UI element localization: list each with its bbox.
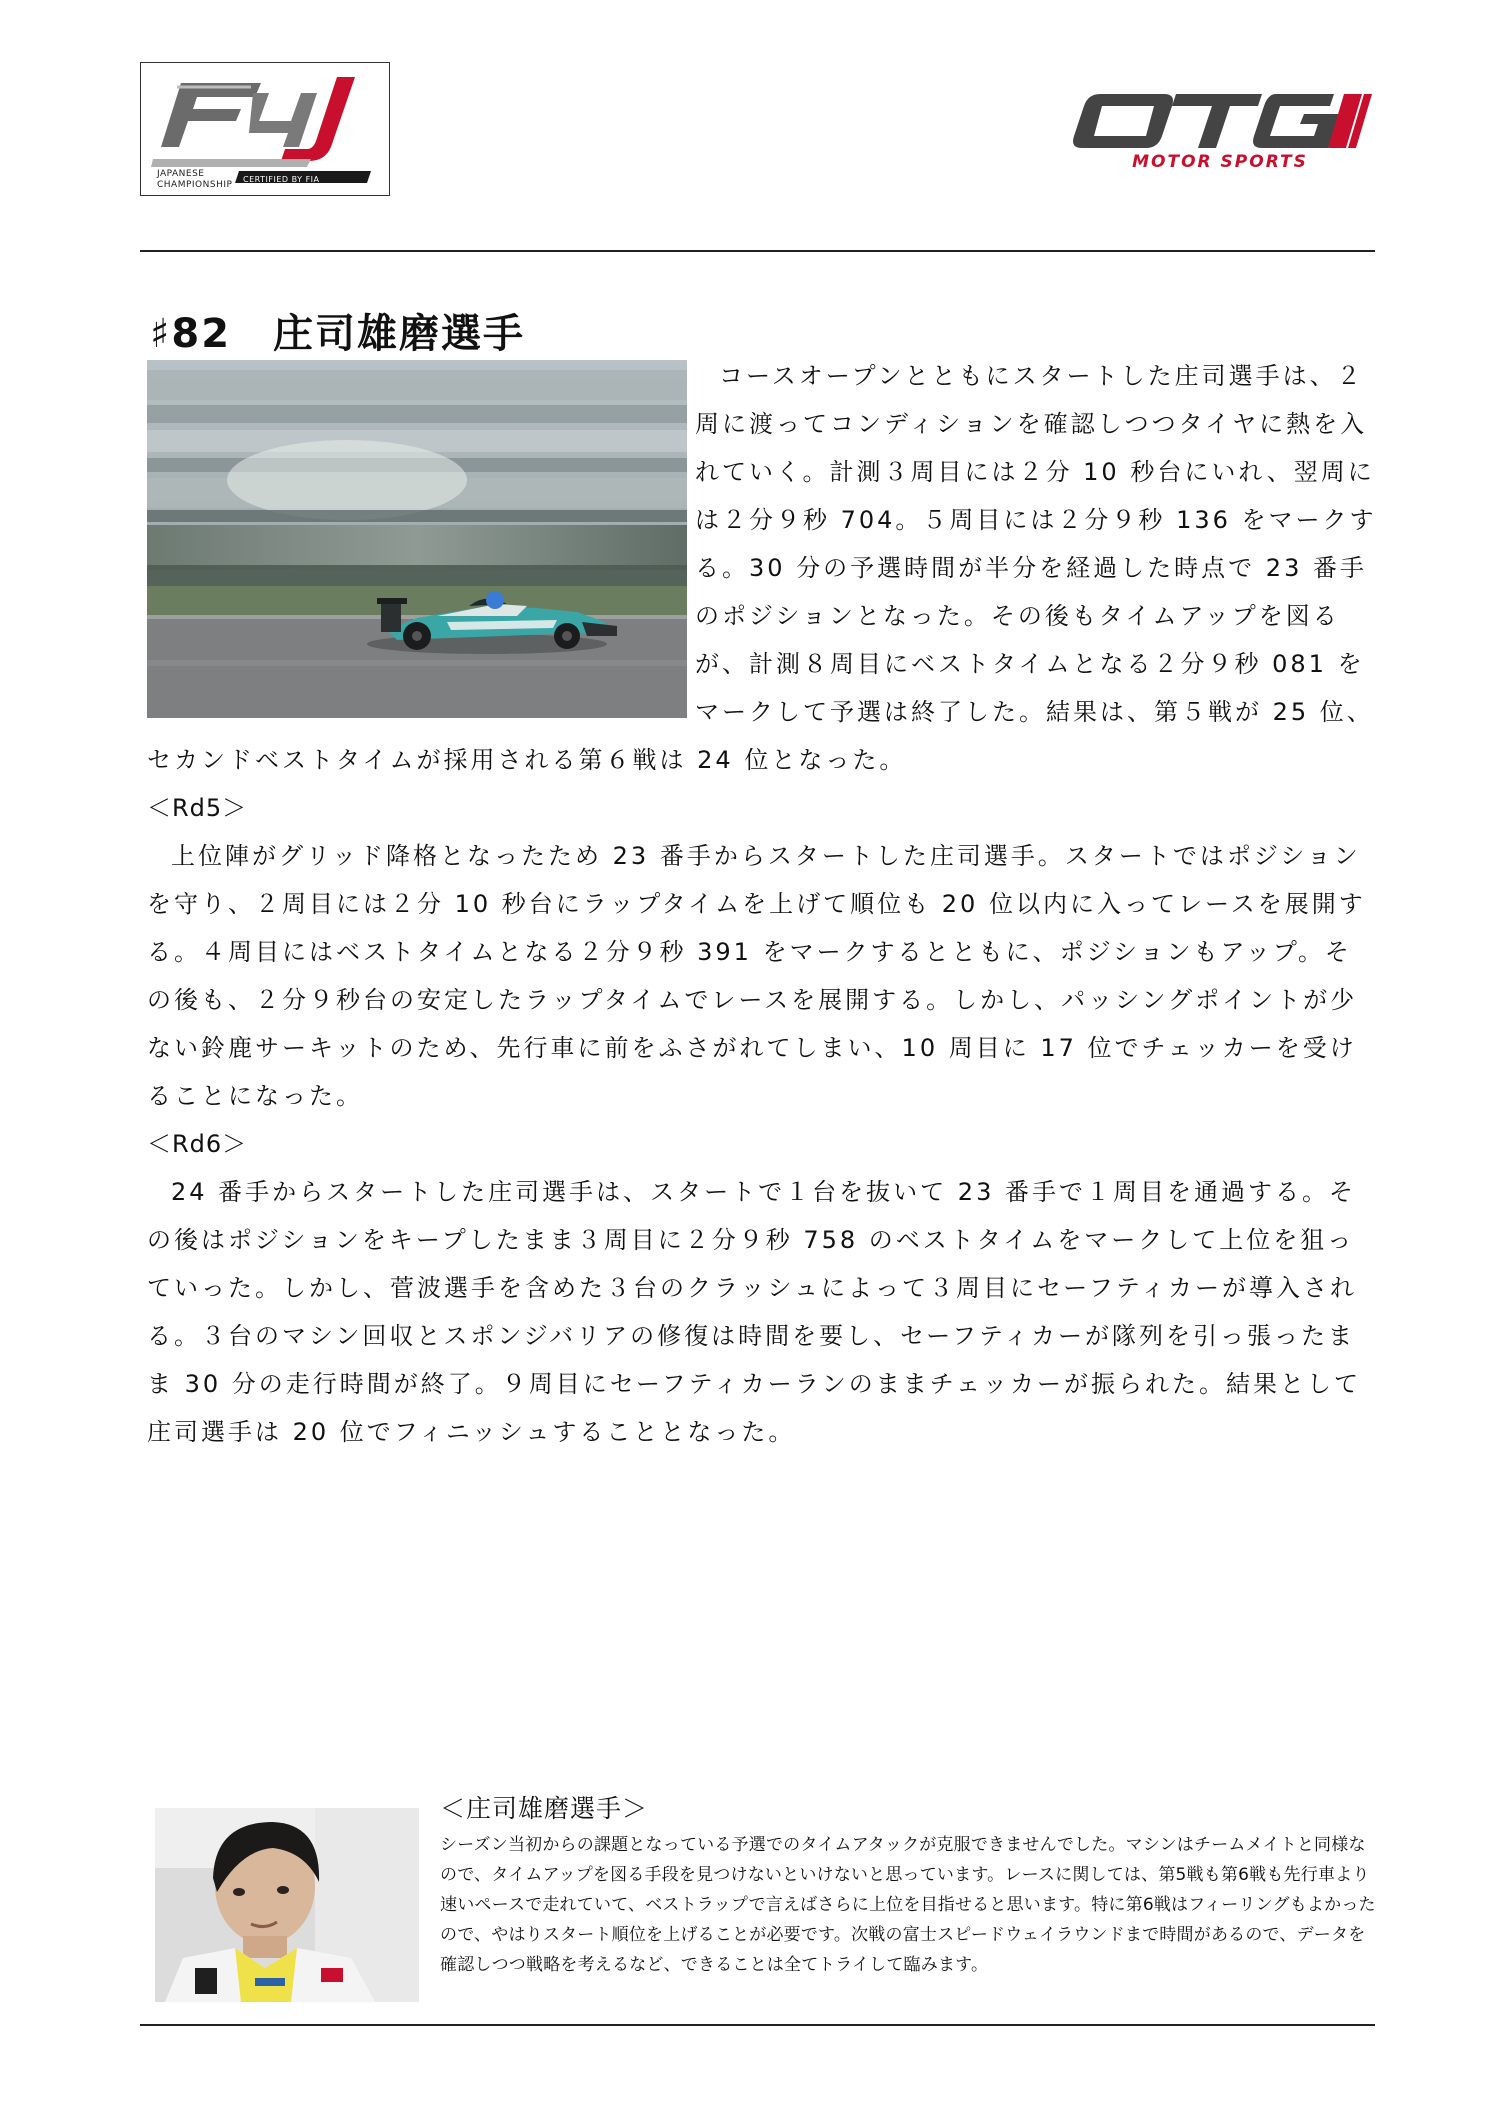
article-body [147,352,1377,1456]
f4j-logo-certified: CERTIFIED BY FIA [243,175,320,184]
f4j-logo [140,62,390,196]
article-rd6: 24 番手からスタートした庄司選手は、スタートで１台を抜いて 23 番手で１周目を通過する。その後はポジションをキープしたまま３周目に２分９秒 758 のベストタイムをマークして上位を狙っていった。しかし、菅波選手を含めた３台のクラッシュによって３周目にセーフティカーが導入される。３台のマシン回収とスポンジバリアの修復は時間を要し、セーフティカーが隊列を引っ張ったまま 30 分の走行時間が終了。９周目にセーフティカーランのままチェッカーが振られた。結果として庄司選手は 20 位でフィニッシュすることとなった。 [147,1178,1361,1446]
driver-photo [155,1808,419,2002]
rd5-label: ＜Rd5＞ [147,794,248,822]
article-rd5: 上位陣がグリッド降格となったため 23 番手からスタートした庄司選手。スタートではポジションを守り、２周目には２分 10 秒台にラップタイムを上げて順位も 20 位以内に入ってレースを展開する。４周目にはベストタイムとなる２分９秒 391 をマークするとともに、ポジションもアップ。その後も、２分９秒台の安定したラップタイムでレースを展開する。しかし、パッシングポイントが少ない鈴鹿サーキットのため、先行車に前をふさがれてしまい、10 周目に 17 位でチェッカーを受けることになった。 [147,842,1366,1110]
f4j-logo-line2: CHAMPIONSHIP [157,180,233,190]
f4j-logo-line1: JAPANESE [157,169,205,179]
rd6-label: ＜Rd6＞ [147,1130,248,1158]
race-car-photo-space [147,352,695,722]
comment-body: シーズン当初からの課題となっている予選でのタイムアタックが克服できませんでした。マシンはチームメイトと同様なので、タイムアップを図る手段を見つけないといけないと思っています。レースに関しては、第5戦も第6戦も先行車より速いペースで走れていて、ベストラップで言えばさらに上位を目指せると思います。特に第6戦はフィーリングもよかったので、やはりスタート順位を上げることが必要です。次戦の富士スピードウェイラウンドまで時間があるので、データを確認しつつ戦略を考えるなど、できることは全てトライして臨みます。 [440,1835,1376,1975]
comment-title: ＜庄司雄磨選手＞ [440,1794,649,1823]
article-qualifying: コースオープンとともにスタートした庄司選手は、２周に渡ってコンディションを確認しつつタイヤに熱を入れていく。計測３周目には２分 10 秒台にいれ、翌周には２分９秒 704。５周目には２分９秒 136 をマークする。30 分の予選時間が半分を経過した時点で 23 番手のポジションとなった。その後もタイムアップを図るが、計測８周目にベストタイムとなる２分９秒 081 をマークして予選は終了した。結果は、第５戦が 25 位、セカンドベストタイムが採用される第６戦は 24 位となった。 [147,362,1377,774]
page-title: ♯82 庄司雄磨選手 [150,310,526,357]
otg-logo-sub: MOTOR SPORTS [1132,152,1308,172]
footer-divider [140,2024,1375,2026]
header-divider [140,250,1375,252]
